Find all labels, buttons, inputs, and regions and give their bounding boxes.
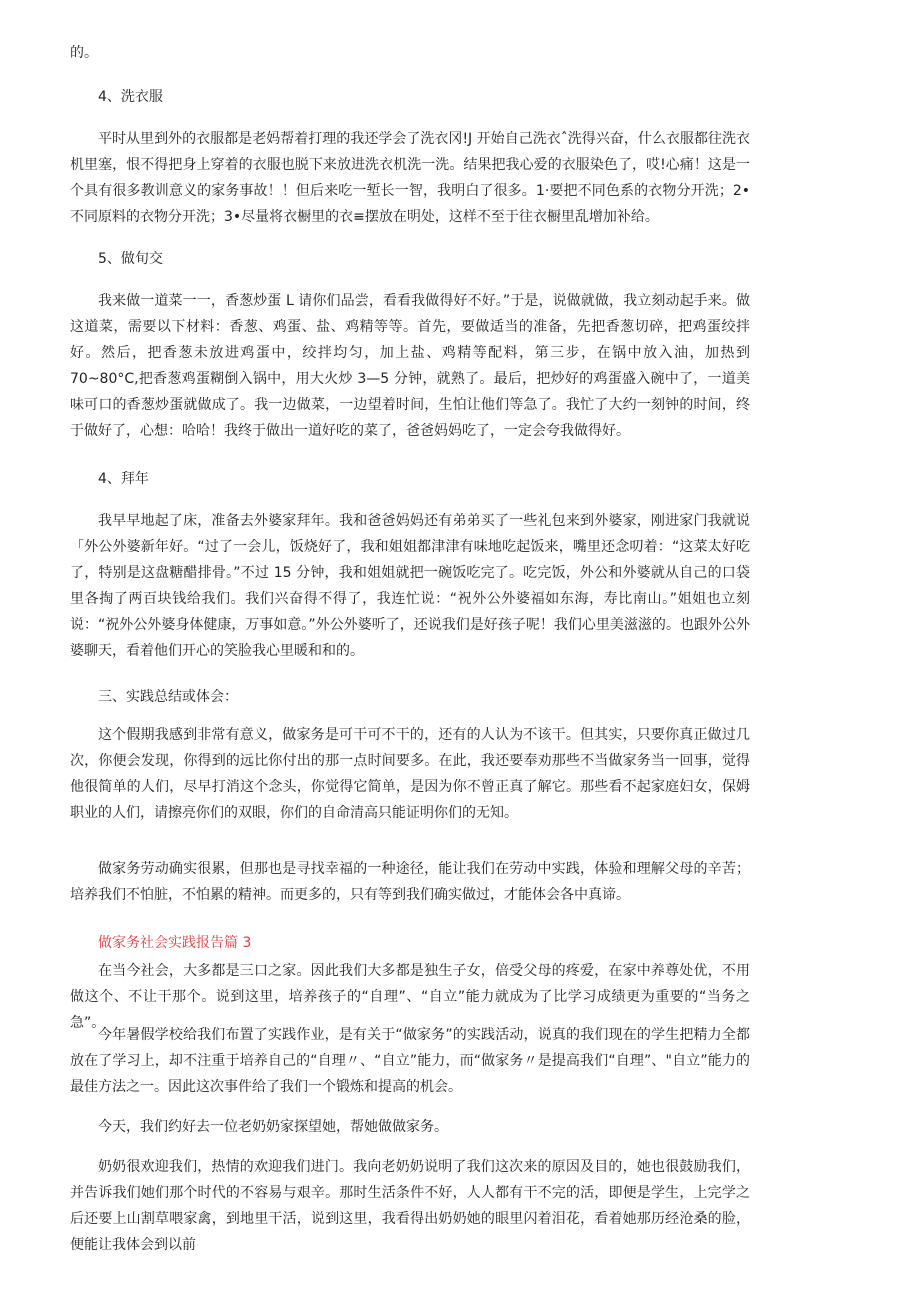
section-heading-cooking: 5、做旬交 [98,251,163,267]
paragraph-summary-1: 这个假期我感到非常有意义，做家务是可干可不干的，还有的人认为不该干。但其实，只要你真正做过几次，你便会发现，你得到的远比你付出的那一点时间要多。在此，我还要奉劝那些不当做家务当一回事，觉得他很简单的人们，尽早打消这个念头，你觉得它简单，是因为你不曾正真了解它。那些看不起家庭妇女，保姆职业的人们，请擦亮你们的双眼，你们的自命清高只能证明你们的无知。 [70,727,750,821]
paragraph-fragment: 的。 [70,45,98,61]
section-heading-laundry: 4、洗衣服 [98,89,163,105]
section-heading-new-year: 4、拜年 [98,471,149,487]
paragraph-cooking: 我来做一道菜一一，香葱炒蛋 L 请你们品尝，看看我做得好不好。”于是，说做就做，我立刻动起手来。做这道菜，需要以下材料：香葱、鸡蛋、盐、鸡精等等。首先，要做适当的准备，先把香葱切碎，把鸡蛋绞拌好。然后，把香葱未放进鸡蛋中，绞拌均匀，加上盐、鸡精等配料，第三步，在锅中放入油，加热到 70~80°C,把香葱鸡蛋糊倒入锅中，用大火炒 3—5 分钟，就熟了。最后，把炒好的鸡蛋盛入碗中了，一道美味可口的香葱炒蛋就做成了。我一边做菜，一边望着时间，生怕让他们等急了。我忙了大约一刻钟的时间，终于做好了，心想：哈哈！我终于做出一道好吃的菜了，爸爸妈妈吃了，一定会夸我做得好。 [70,293,750,439]
paragraph-part3-visit: 今天，我们约好去一位老奶奶家探望她，帮她做做家务。 [98,1119,448,1135]
paragraph-summary-2: 做家务劳动确实很累，但那也是寻找幸福的一种途径，能让我们在劳动中实践，体验和理解父母的辛苦；培养我们不怕脏，不怕累的精神。而更多的，只有等到我们确实做过，才能体会各中真谛。 [70,861,750,903]
paragraph-part3-intro: 在当今社会，大多都是三口之家。因此我们大多都是独生子女，倍受父母的疼爱，在家中养尊处优，不用做这个、不让干那个。说到这里，培养孩子的“自理”、“自立”能力就成为了比学习成绩更为重要的“当务之急”。 [70,963,750,1031]
report-title-part-3: 做家务社会实践报告篇 3 [98,935,252,951]
section-heading-summary: 三、实践总结或体会： [98,689,238,705]
paragraph-part3-assignment: 今年暑假学校给我们布置了实践作业，是有关于“做家务”的实践活动，说真的我们现在的学生把精力全都放在了学习上，却不注重于培养自己的“自理〃、“自立”能力，而“做家务〃是提高我们“自理”、"自立”能力的最佳方法之一。因此这次事件给了我们一个锻炼和提高的机会。 [70,1027,750,1095]
paragraph-part3-grandma: 奶奶很欢迎我们，热情的欢迎我们进门。我向老奶奶说明了我们这次来的原因及目的，她也很鼓励我们，并告诉我们她们那个时代的不容易与艰辛。那时生活条件不好，人人都有干不完的活，即便是学生，上完学之后还要上山割草喂家禽，到地里干活，说到这里，我看得出奶奶她的眼里闪着泪花，看着她那历经沧桑的脸，便能让我体会到以前 [70,1159,750,1253]
paragraph-new-year: 我早早地起了床，准备去外婆家拜年。我和爸爸妈妈还有弟弟买了一些礼包来到外婆家，刚进家门我就说「外公外婆新年好。“过了一会儿，饭烧好了，我和姐姐都津津有味地吃起饭来，嘴里还念叨着：“这菜太好吃了，特别是这盘糖醋排骨。”不过 15 分钟，我和姐姐就把一碗饭吃完了。吃完饭，外公和外婆就从自己的口袋里各掏了两百块钱给我们。我们兴奋得不得了，我连忙说：“祝外公外婆福如东海，寿比南山。”姐姐也立刻说：“祝外公外婆身体健康，万事如意。”外公外婆听了，还说我们是好孩子呢！我们心里美滋滋的。也跟外公外婆聊天，看着他们开心的笑脸我心里暖和和的。 [70,513,750,659]
paragraph-laundry: 平时从里到外的衣服都是老妈帮着打理的我还学会了洗衣冈!J 开始自己洗衣ˆ洗得兴奋，什么衣服都往洗衣机里塞，恨不得把身上穿着的衣服也脱下来放进洗衣机洗一洗。结果把我心爱的衣服染色了，哎!心痛！这是一个具有很多教训意义的家务事故！！但后来吃一堑长一智，我明白了很多。1·要把不同色系的衣物分开洗；2•不同原料的衣物分开洗；3•尽量将衣橱里的衣≡摆放在明处，这样不至于往衣橱里乱增加补给。 [70,131,750,225]
